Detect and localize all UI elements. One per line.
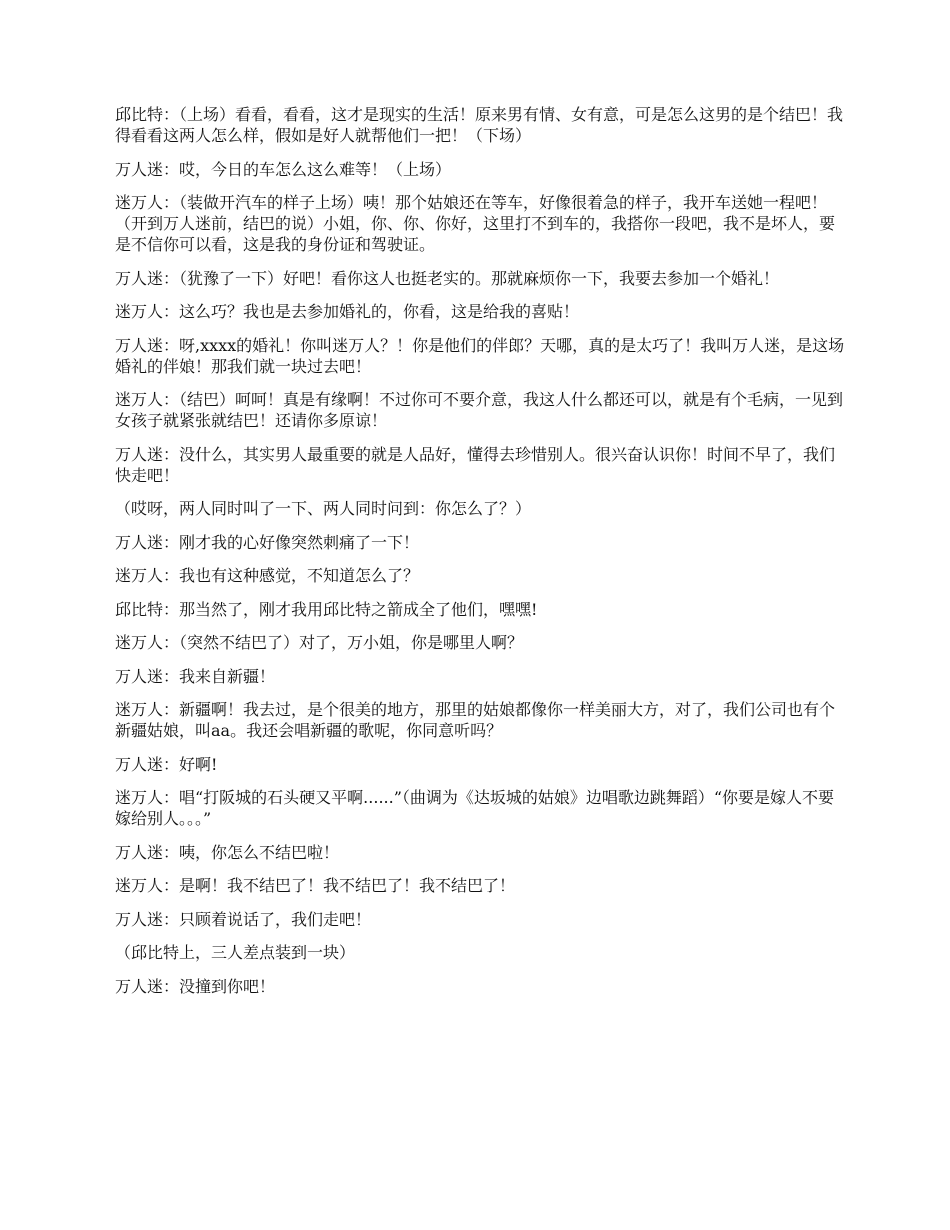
dialogue-paragraph: 万人迷：我来自新疆！	[115, 666, 276, 686]
dialogue-paragraph: 万人迷：（犹豫了一下）好吧！看你这人也挺老实的。那就麻烦你一下，我要去参加一个婚礼！	[115, 268, 780, 288]
dialogue-paragraph: 万人迷：没什么，其实男人最重要的就是人品好，懂得去珍惜别人。很兴奋认识你！时间不早了，我们快走吧！	[115, 444, 836, 485]
stage-direction: （哎呀，两人同时叫了一下、两人同时问到：你怎么了？）	[115, 499, 532, 518]
dialogue-paragraph: 迷万人：新疆啊！我去过，是个很美的地方，那里的姑娘都像你一样美丽大方，对了，我们公司也有个新疆姑娘，叫aa。我还会唱新疆的歌呢，你同意听吗？	[115, 700, 836, 740]
dialogue-paragraph: 万人迷：好啊!	[115, 754, 218, 774]
dialogue-paragraph: 万人迷：刚才我的心好像突然刺痛了一下！	[115, 532, 420, 552]
dialogue-paragraph: 万人迷：呀,xxxx的婚礼！你叫迷万人？！你是他们的伴郎？天哪，真的是太巧了！我叫万人迷，是这场婚礼的伴娘！那我们就一块过去吧！	[115, 335, 845, 376]
dialogue-paragraph: 邱比特：（上场）看看，看看，这才是现实的生活！原来男有情、女有意，可是怎么这男的是个结巴！我得看看这两人怎么样，假如是好人就帮他们一把！（下场）	[115, 105, 844, 145]
dialogue-paragraph: 万人迷：没撞到你吧！	[115, 976, 276, 996]
dialogue-paragraph: 万人迷：只顾着说话了，我们走吧！	[115, 909, 372, 929]
dialogue-paragraph: 万人迷：咦，你怎么不结巴啦！	[115, 842, 340, 862]
dialogue-paragraph: 迷万人：这么巧？我也是去参加婚礼的，你看，这是给我的喜贴！	[115, 302, 580, 321]
dialogue-paragraph: 迷万人：（结巴）呵呵！真是有缘啊！不过你可不要介意，我这人什么都还可以，就是有个毛病，一见到女孩子就紧张就结巴！还请你多原谅！	[115, 390, 844, 430]
dialogue-paragraph: 迷万人：是啊！我不结巴了！我不结巴了！我不结巴了！	[115, 876, 516, 895]
document-page	[115, 104, 845, 1009]
dialogue-paragraph: 迷万人：我也有这种感觉，不知道怎么了？	[115, 566, 420, 585]
dialogue-paragraph: 迷万人：（突然不结巴了）对了，万小姐，你是哪里人啊？	[115, 633, 524, 652]
dialogue-paragraph: 迷万人：（装做开汽车的样子上场）咦！那个姑娘还在等车，好像很着急的样子，我开车送她一程吧！（开到万人迷前，结巴的说）小姐，你、你、你好，这里打不到车的，我搭你一段吧，我不是坏人，要是不信你可以看，这是我的身份证和驾驶证。	[115, 193, 836, 254]
stage-direction: （邱比特上，三人差点装到一块）	[115, 943, 356, 962]
dialogue-paragraph: 万人迷：哎，今日的车怎么这么难等！（上场）	[115, 159, 452, 179]
dialogue-paragraph: 迷万人：唱“打阪城的石头硬又平啊......”（曲调为《达坂城的姑娘》边唱歌边跳舞蹈）“你要是嫁人不要嫁给别人。。。”	[115, 788, 835, 828]
dialogue-paragraph: 邱比特：那当然了，刚才我用邱比特之箭成全了他们，嘿嘿!	[115, 599, 538, 619]
